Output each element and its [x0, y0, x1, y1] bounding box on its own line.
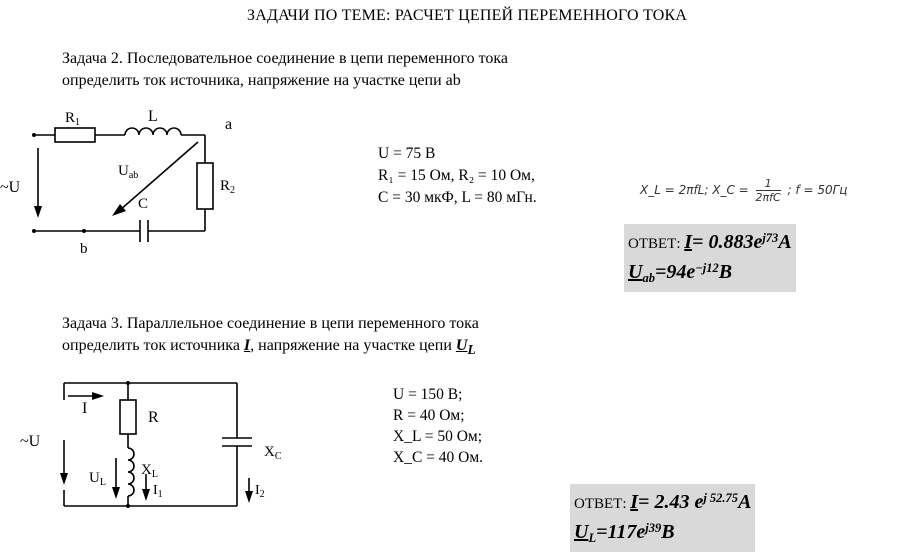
l-label: L: [148, 108, 158, 125]
task2-answer-line2: $U_{ab}=94e^{-j12}B$: [628, 261, 733, 285]
r1-label: $R_1$: [65, 110, 81, 128]
task3-param-u: U = 150 В;: [393, 386, 463, 403]
formula-xc-num: 1: [756, 177, 781, 191]
node-b-label: b: [80, 241, 88, 257]
task2-title: [62, 48, 508, 92]
task2-answer: [624, 224, 796, 292]
xl-inductor: [128, 448, 134, 496]
formula-f: ; f = 50Гц: [787, 183, 848, 197]
formula-xc: X_C =: [712, 183, 749, 197]
t3-xc-label: $X_C$: [264, 444, 282, 462]
task2-param-r: R₁ = 15 Ом, R₂ = 10 Ом,: [378, 167, 535, 184]
task2-answer-line1: ОТВЕТ: $I= 0.883e^{j73}A$: [628, 231, 792, 253]
node-a-label: a: [225, 116, 233, 133]
task2-params: [378, 143, 537, 209]
task3-title-line1: Задача 3. Параллельное соединение в цепи переменного тока: [62, 315, 479, 332]
task3-param-r: R = 40 Ом;: [393, 407, 465, 424]
task3-param-xl: X_L = 50 Ом;: [393, 428, 483, 445]
task2-param-cl: C = 30 мкФ, L = 80 мГн.: [378, 189, 537, 206]
t3-ul-label: $U_L$: [89, 470, 106, 488]
c-label: C: [138, 196, 149, 212]
t3-source-label: ~U: [20, 433, 41, 450]
task3-title-line2: определить ток источника I, напряжение на участке цепи $U_L$: [62, 337, 476, 358]
task3-answer-line2: $U_L=117e^{j39}B$: [574, 521, 675, 545]
t3-i2-label: $I_2$: [255, 483, 265, 500]
l-inductor: [125, 128, 181, 135]
source-label: ~U: [0, 179, 21, 196]
task3-title: [62, 313, 479, 361]
task2-circuit-diagram: [0, 100, 260, 260]
t3-i1-label: $I_1$: [153, 483, 163, 500]
t3-xl-label: $X_L$: [141, 462, 158, 480]
r1-resistor: [55, 128, 95, 142]
task2-formula: [640, 177, 847, 204]
task3-param-xc: X_C = 40 Ом.: [393, 449, 484, 466]
task3-circuit-diagram: [0, 370, 300, 520]
task2-title-line1: Задача 2. Последовательное соединение в цепи переменного тока: [62, 50, 509, 67]
task3-answer-line1: ОТВЕТ: I= 2.43 $e^{j 52.75}A$: [574, 491, 752, 513]
r2-label: $R_2$: [220, 178, 236, 196]
task2-param-u: U = 75 В: [378, 145, 436, 162]
formula-xc-den: 2πfC: [755, 191, 781, 204]
r-resistor: [120, 400, 136, 434]
formula-xc-fraction: [756, 177, 781, 204]
task3-answer: [570, 484, 755, 552]
uab-label: $U_{ab}$: [118, 163, 139, 181]
formula-xl: X_L = 2πfL;: [640, 183, 709, 197]
t3-r-label: R: [148, 409, 159, 426]
task2-title-line2: определить ток источника, напряжение на участке цепи ab: [62, 72, 461, 89]
page-title: ЗАДАЧИ ПО ТЕМЕ: РАСЧЕТ ЦЕПЕЙ ПЕРЕМЕННОГО ТОКА: [247, 7, 688, 24]
task3-params: [393, 384, 483, 468]
r2-resistor: [197, 163, 213, 209]
t3-i-label: I: [82, 400, 88, 417]
